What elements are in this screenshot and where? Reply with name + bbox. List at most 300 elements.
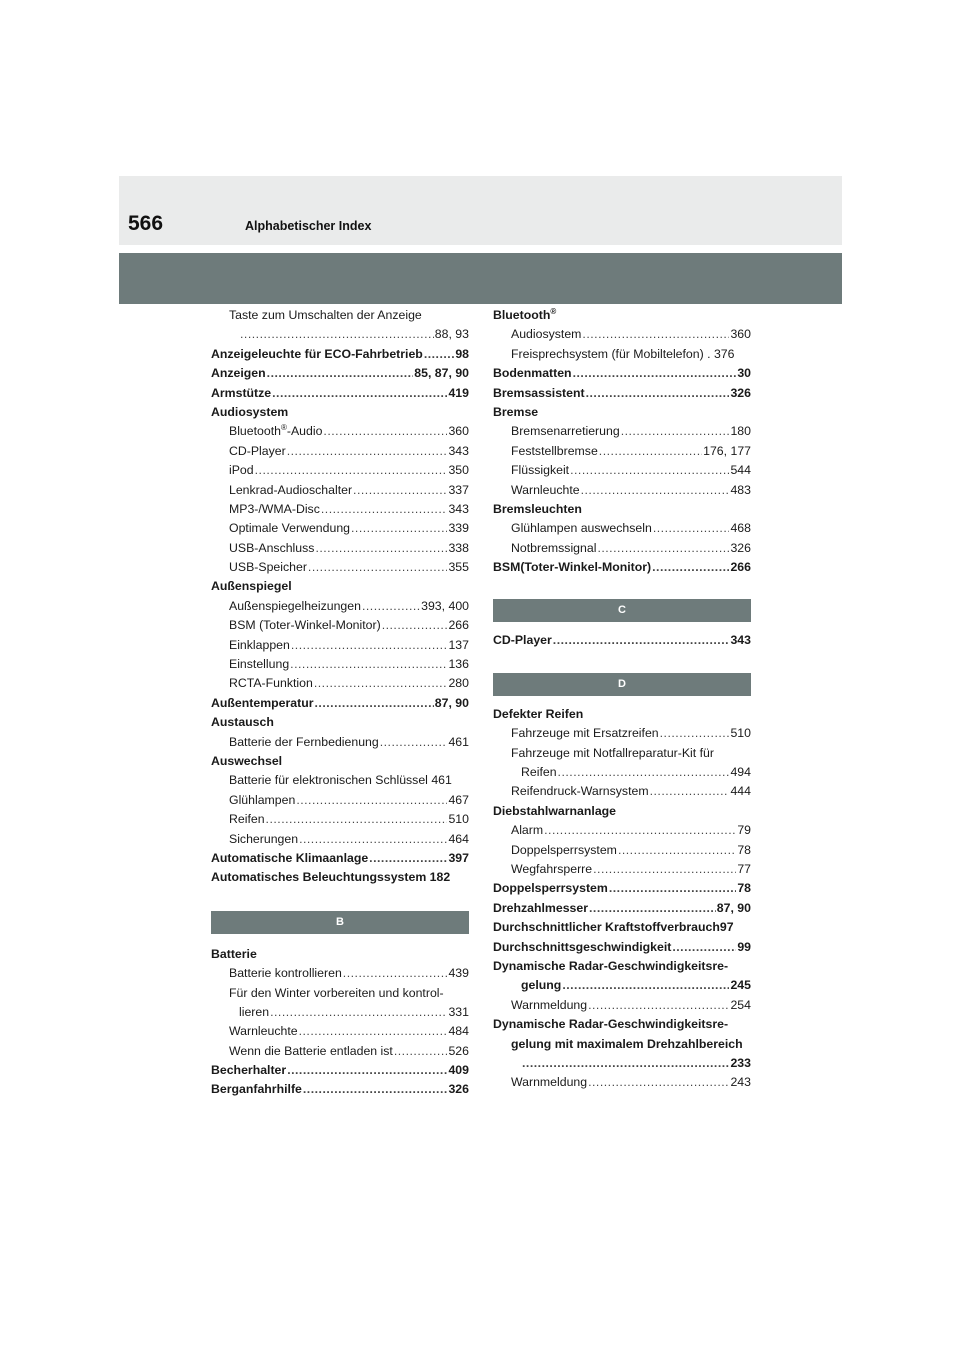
- label-text: Lenkrad-Audioschalter: [229, 482, 353, 497]
- index-sub-entry: [211, 830, 469, 849]
- page-reference: 510: [448, 812, 469, 827]
- index-main-entry: [211, 364, 469, 383]
- index-group-c: [493, 631, 751, 650]
- dot-leader: [315, 539, 447, 558]
- index-entry-label: [493, 899, 588, 918]
- dot-leader: [291, 636, 448, 655]
- label-text: gelung mit maximalem Drehzahlbereich: [511, 1036, 743, 1051]
- dot-leader: [266, 810, 448, 829]
- index-sub-entry: [211, 1042, 469, 1061]
- index-entry-label: [211, 579, 292, 593]
- index-heading: [493, 500, 751, 519]
- label-text: Wegfahrsperre: [511, 861, 593, 876]
- dot-leader: [652, 558, 729, 577]
- page-reference: 233: [730, 1055, 751, 1070]
- index-entry-label: [229, 674, 313, 693]
- page-reference: 343: [730, 633, 751, 648]
- index-sub-entry: [211, 636, 469, 655]
- index-line: [493, 345, 751, 364]
- dot-leader: [353, 481, 447, 500]
- page-reference: 137: [448, 637, 469, 652]
- index-entry-label: [229, 655, 289, 674]
- index-entry-label: [229, 422, 322, 441]
- index-entry-label: [211, 715, 274, 729]
- index-entry-label: [229, 791, 295, 810]
- index-entry-label: [511, 782, 649, 801]
- dot-leader: [299, 830, 447, 849]
- index-sub-entry: [493, 481, 751, 500]
- dot-leader: [270, 1003, 447, 1022]
- page-reference: 337: [448, 482, 469, 497]
- page-reference: 78: [737, 842, 751, 857]
- index-entry-label: [229, 1042, 393, 1061]
- page-reference: 397: [448, 850, 469, 865]
- label-text: Warnleuchte: [229, 1024, 298, 1039]
- index-line: [493, 744, 751, 763]
- label-text: Batterie: [211, 946, 257, 961]
- index-entry-label: [521, 763, 557, 782]
- page-reference: 483: [730, 482, 751, 497]
- page-reference: 444: [730, 784, 751, 799]
- label-text: Glühlampen: [229, 792, 296, 807]
- label-text: BSM(Toter-Winkel-Monitor): [493, 560, 652, 575]
- page-reference: 266: [448, 618, 469, 633]
- index-sub-entry: [211, 655, 469, 674]
- page-reference: 339: [448, 521, 469, 536]
- index-entry-label: [511, 442, 598, 461]
- dot-leader: [351, 519, 447, 538]
- page-reference: 343: [448, 501, 469, 516]
- label-text: USB-Anschluss: [229, 540, 315, 555]
- index-main-entry: [211, 694, 469, 713]
- label-text-suffix: -Audio: [286, 424, 323, 439]
- dot-leader: [553, 631, 730, 650]
- dot-leader: [522, 1054, 729, 1073]
- index-main-entry: [493, 879, 751, 898]
- index-entry-label: [511, 724, 659, 743]
- index-line: [211, 306, 469, 325]
- page-reference: 87, 90: [434, 695, 469, 710]
- label-text: Glühlampen auswechseln: [511, 521, 652, 536]
- label-text: Warnmeldung: [511, 997, 588, 1012]
- label-text: Reifendruck-Warnsystem: [511, 784, 649, 799]
- index-entry-label: [493, 558, 651, 577]
- dot-leader: [653, 519, 730, 538]
- page-reference: 243: [730, 1075, 751, 1090]
- dot-leader: [290, 655, 447, 674]
- dot-leader: [315, 694, 434, 713]
- page-reference: 176, 177: [703, 443, 751, 458]
- dot-leader: [267, 364, 414, 383]
- index-entry-label: [229, 308, 422, 322]
- index-entry-label: [511, 860, 592, 879]
- index-sub-entry: [493, 821, 751, 840]
- index-main-entry: [211, 384, 469, 403]
- dot-leader: [240, 325, 434, 344]
- label-text: Anzeigeleuchte für ECO-Fahrbetrieb: [211, 346, 423, 361]
- index-sub-entry: [211, 519, 469, 538]
- label-text: Dynamische Radar-Geschwindigkeitsre-: [493, 1017, 729, 1032]
- index-sub-entry: [211, 616, 469, 635]
- index-entry-label: [211, 870, 450, 884]
- index-line: [493, 957, 751, 976]
- label-text: Defekter Reifen: [493, 706, 584, 721]
- label-text: Batterie der Fernbedienung: [229, 734, 379, 749]
- dot-leader: [599, 442, 702, 461]
- index-sub-entry: [493, 539, 751, 558]
- index-entry-label: [493, 879, 608, 898]
- label-text: Automatisches Beleuchtungssystem 182: [211, 870, 451, 885]
- index-line: [211, 984, 469, 1003]
- label-text: Freisprechsystem (für Mobiltelefon) . 376: [511, 346, 735, 361]
- dot-leader: [581, 481, 730, 500]
- page-reference: 510: [730, 726, 751, 741]
- page-reference: 326: [730, 385, 751, 400]
- dot-leader: [597, 539, 729, 558]
- index-entry-label: [511, 422, 620, 441]
- page-reference: 355: [448, 560, 469, 575]
- index-sub-entry: [211, 558, 469, 577]
- index-entry-label: [493, 308, 556, 322]
- page-reference: 245: [730, 978, 751, 993]
- letter-bar-c: C: [493, 599, 751, 622]
- dot-leader: [287, 1061, 447, 1080]
- index-sub-entry: [211, 481, 469, 500]
- index-group-b: [211, 945, 469, 1100]
- label-text: Warnmeldung: [511, 1075, 588, 1090]
- label-text: Doppelsperrsystem: [511, 842, 617, 857]
- label-text: Bodenmatten: [493, 366, 572, 381]
- index-sub-entry: [493, 442, 751, 461]
- index-main-entry: [493, 364, 751, 383]
- index-line: [211, 868, 469, 887]
- label-text: Außenspiegel: [211, 579, 292, 594]
- dot-leader: [369, 849, 447, 868]
- index-sub-entry: [211, 539, 469, 558]
- label-text: Dynamische Radar-Geschwindigkeitsre-: [493, 958, 729, 973]
- index-main-entry: [493, 631, 751, 650]
- index-entry-label: [493, 959, 728, 973]
- dot-leader: [296, 791, 447, 810]
- index-entry-label: [493, 938, 671, 957]
- label-text: Sicherungen: [229, 831, 299, 846]
- index-heading: [211, 403, 469, 422]
- index-main-entry: [211, 849, 469, 868]
- page-reference: 331: [448, 1004, 469, 1019]
- index-sub-entry: [211, 422, 469, 441]
- index-entry-label: [229, 773, 452, 787]
- page-reference: 494: [730, 765, 751, 780]
- index-entry-label: [493, 804, 616, 818]
- dot-leader: [621, 422, 730, 441]
- dot-leader: [570, 461, 729, 480]
- index-heading: [493, 306, 751, 325]
- label-text: Diebstahlwarnanlage: [493, 803, 617, 818]
- index-main-entry: [211, 1080, 469, 1099]
- index-entry-label: [493, 631, 552, 650]
- label-text: RCTA-Funktion: [229, 676, 313, 691]
- label-text: Bluetooth: [493, 308, 551, 322]
- index-entry-label: [229, 461, 254, 480]
- dot-leader: [394, 1042, 448, 1061]
- page-reference: 30: [737, 366, 751, 381]
- index-column-right: [493, 306, 751, 1093]
- index-entry-label: [211, 849, 368, 868]
- dot-leader: [618, 841, 736, 860]
- label-text: Bremsassistent: [493, 385, 585, 400]
- index-sub-entry: [493, 461, 751, 480]
- index-sub-entry: [493, 519, 751, 538]
- label-text: Einklappen: [229, 637, 290, 652]
- dot-leader: [544, 821, 736, 840]
- index-entry-label: [229, 481, 352, 500]
- index-entry-label: [211, 405, 288, 419]
- label-text: Für den Winter vorbereiten und kontrol-: [229, 985, 444, 1000]
- page-reference: 280: [448, 676, 469, 691]
- dot-leader: [650, 782, 730, 801]
- page-reference: 409: [448, 1063, 469, 1078]
- index-sub-entry: [211, 597, 469, 616]
- index-entry-label: [211, 1080, 302, 1099]
- label-text: gelung: [521, 978, 562, 993]
- index-entry-label: [229, 558, 307, 577]
- index-sub-entry: [211, 461, 469, 480]
- index-sub-entry: [493, 763, 751, 782]
- page-reference: 85, 87, 90: [414, 366, 469, 381]
- index-heading: [493, 802, 751, 821]
- label-text: Fahrzeuge mit Notfallreparatur-Kit für: [511, 745, 714, 760]
- index-entry-label: [229, 1022, 298, 1041]
- page-reference: 98: [455, 346, 469, 361]
- label-text: Doppelsperrsystem: [493, 881, 608, 896]
- index-line: [211, 771, 469, 790]
- page-reference: 136: [448, 657, 469, 672]
- label-text: Batterie für elektronischen Schlüssel 461: [229, 773, 452, 788]
- page-reference: 88, 93: [434, 327, 469, 342]
- index-sub-entry: [211, 500, 469, 519]
- index-main-entry: [493, 558, 751, 577]
- index-main-entry: [493, 899, 751, 918]
- label-text: CD-Player: [229, 443, 286, 458]
- index-main-entry: [493, 938, 751, 957]
- index-line: [493, 918, 751, 937]
- label-text: Bremsenarretierung: [511, 424, 620, 439]
- index-sub-entry: [493, 996, 751, 1015]
- index-entry-label: [211, 1061, 286, 1080]
- page-reference: 77: [737, 861, 751, 876]
- label-text: Einstellung: [229, 657, 290, 672]
- label-text: Durchschnittsgeschwindigkeit: [493, 939, 672, 954]
- index-line: [493, 1015, 751, 1034]
- index-entry-label: [511, 841, 617, 860]
- dot-leader: [343, 964, 448, 983]
- index-entry-label: [493, 1017, 728, 1031]
- index-entry-label: [521, 976, 561, 995]
- dot-leader: [582, 325, 729, 344]
- label-text: Austausch: [211, 715, 274, 730]
- label-text: Fahrzeuge mit Ersatzreifen: [511, 726, 659, 741]
- label-text: Taste zum Umschalten der Anzeige: [229, 308, 422, 322]
- dot-leader: [255, 461, 448, 480]
- index-main-entry: [493, 976, 751, 995]
- index-entry-label: [493, 920, 734, 934]
- label-text: Audiosystem: [211, 404, 289, 419]
- label-text: Flüssigkeit: [511, 463, 570, 478]
- page-reference: 360: [730, 327, 751, 342]
- page-number: 566: [128, 212, 164, 235]
- index-heading: [493, 705, 751, 724]
- letter-bar-d: D: [493, 673, 751, 696]
- index-group-a: [211, 306, 469, 888]
- dot-leader: [588, 996, 729, 1015]
- dot-leader: [609, 879, 736, 898]
- dot-leader: [362, 597, 420, 616]
- index-entry-label: [211, 345, 423, 364]
- index-entry-label: [511, 996, 587, 1015]
- label-text: Wenn die Batterie entladen ist: [229, 1043, 393, 1058]
- label-text: lieren: [239, 1004, 270, 1019]
- index-sub-entry: [211, 810, 469, 829]
- page-reference: 343: [448, 443, 469, 458]
- index-entry-label: [511, 347, 734, 361]
- index-sub-entry: [493, 325, 751, 344]
- index-heading: [211, 713, 469, 732]
- index-main-entry: [493, 384, 751, 403]
- index-entry-label: [229, 636, 290, 655]
- page-reference: 393, 400: [421, 598, 469, 613]
- registered-mark: ®: [280, 423, 287, 433]
- index-entry-label: [493, 405, 538, 419]
- dot-leader: [573, 364, 737, 383]
- index-heading: [211, 752, 469, 771]
- page-reference: 468: [730, 521, 751, 536]
- index-entry-label: [511, 461, 569, 480]
- label-text: Außenspiegelheizungen: [229, 598, 361, 613]
- page-reference: 338: [448, 540, 469, 555]
- dot-leader: [303, 1080, 448, 1099]
- section-title: Alphabetischer Index: [245, 219, 372, 233]
- index-main-entry: [211, 1061, 469, 1080]
- label-text: Bremse: [493, 404, 539, 419]
- index-line: [493, 1035, 751, 1054]
- label-text: Automatische Klimaanlage: [211, 850, 369, 865]
- index-entry-label: [493, 707, 583, 721]
- index-entry-label: [493, 384, 585, 403]
- registered-mark: ®: [550, 306, 557, 316]
- page-reference: 484: [448, 1024, 469, 1039]
- index-entry-label: [229, 539, 314, 558]
- dot-leader: [562, 976, 729, 995]
- page-reference: 87, 90: [716, 900, 751, 915]
- index-entry-label: [511, 519, 652, 538]
- page-reference: 326: [730, 540, 751, 555]
- index-entry-label: [511, 821, 543, 840]
- label-text: Batterie kontrollieren: [229, 966, 342, 981]
- index-sub-entry: [211, 1003, 469, 1022]
- dot-leader: [272, 384, 447, 403]
- index-entry-label: [511, 1073, 587, 1092]
- dot-leader: [672, 938, 736, 957]
- dot-leader: [382, 616, 448, 635]
- letter-bar-b: B: [211, 911, 469, 934]
- index-entry-label: [229, 830, 298, 849]
- dot-leader: [321, 500, 448, 519]
- label-text: USB-Speicher: [229, 560, 307, 575]
- label-text: Audiosystem: [511, 327, 582, 342]
- index-entry-label: [511, 1037, 743, 1051]
- dot-leader: [593, 860, 736, 879]
- dot-leader: [323, 422, 447, 441]
- index-entry-label: [229, 733, 379, 752]
- page-reference: 467: [448, 792, 469, 807]
- label-text: Becherhalter: [211, 1063, 287, 1078]
- index-entry-label: [229, 810, 265, 829]
- index-entry-label: [229, 519, 350, 538]
- page-reference: 350: [448, 463, 469, 478]
- dot-leader: [299, 1022, 448, 1041]
- label-text: Berganfahrhilfe: [211, 1082, 302, 1097]
- label-text: Auswechsel: [211, 753, 283, 768]
- header-band: [119, 176, 842, 245]
- page-reference: 464: [448, 831, 469, 846]
- page-reference: 266: [730, 560, 751, 575]
- index-entry-label: [229, 442, 286, 461]
- index-sub-entry: [211, 325, 469, 344]
- index-sub-entry: [211, 674, 469, 693]
- dot-leader: [660, 724, 730, 743]
- page-reference: 544: [730, 463, 751, 478]
- index-entry-label: [239, 1003, 269, 1022]
- dot-leader: [589, 899, 716, 918]
- index-entry-label: [229, 500, 320, 519]
- index-group-d: [493, 705, 751, 1093]
- dot-leader: [558, 763, 730, 782]
- index-sub-entry: [211, 442, 469, 461]
- dot-leader: [314, 674, 448, 693]
- label-text: Notbremssignal: [511, 540, 597, 555]
- label-text: BSM (Toter-Winkel-Monitor): [229, 618, 381, 633]
- label-text: Feststellbremse: [511, 443, 598, 458]
- index-column-left: [211, 306, 469, 1100]
- label-text: Armstütze: [211, 385, 272, 400]
- index-heading: [211, 945, 469, 964]
- label-text: Reifen: [229, 812, 265, 827]
- page-reference: 78: [737, 881, 751, 896]
- label-text: Anzeigen: [211, 366, 266, 381]
- page-reference: 419: [448, 385, 469, 400]
- page-reference: 360: [448, 424, 469, 439]
- index-entry-label: [511, 481, 580, 500]
- index-sub-entry: [493, 724, 751, 743]
- index-sub-entry: [211, 791, 469, 810]
- label-text: Warnleuchte: [511, 482, 580, 497]
- dot-leader: [586, 384, 730, 403]
- index-sub-entry: [211, 964, 469, 983]
- index-entry-label: [211, 694, 314, 713]
- label-text: Durchschnittlicher Kraftstoffverbrauch97: [493, 920, 734, 935]
- index-group-b-continued: [493, 306, 751, 577]
- index-entry-label: [211, 384, 271, 403]
- index-sub-entry: [493, 422, 751, 441]
- index-entry-label: [511, 746, 714, 760]
- header-dark-band: [119, 253, 842, 304]
- page-reference: 79: [737, 823, 751, 838]
- index-entry-label: [229, 616, 381, 635]
- label-text: Reifen: [521, 765, 557, 780]
- index-main-entry: [211, 345, 469, 364]
- index-sub-entry: [493, 782, 751, 801]
- page-reference: 180: [730, 424, 751, 439]
